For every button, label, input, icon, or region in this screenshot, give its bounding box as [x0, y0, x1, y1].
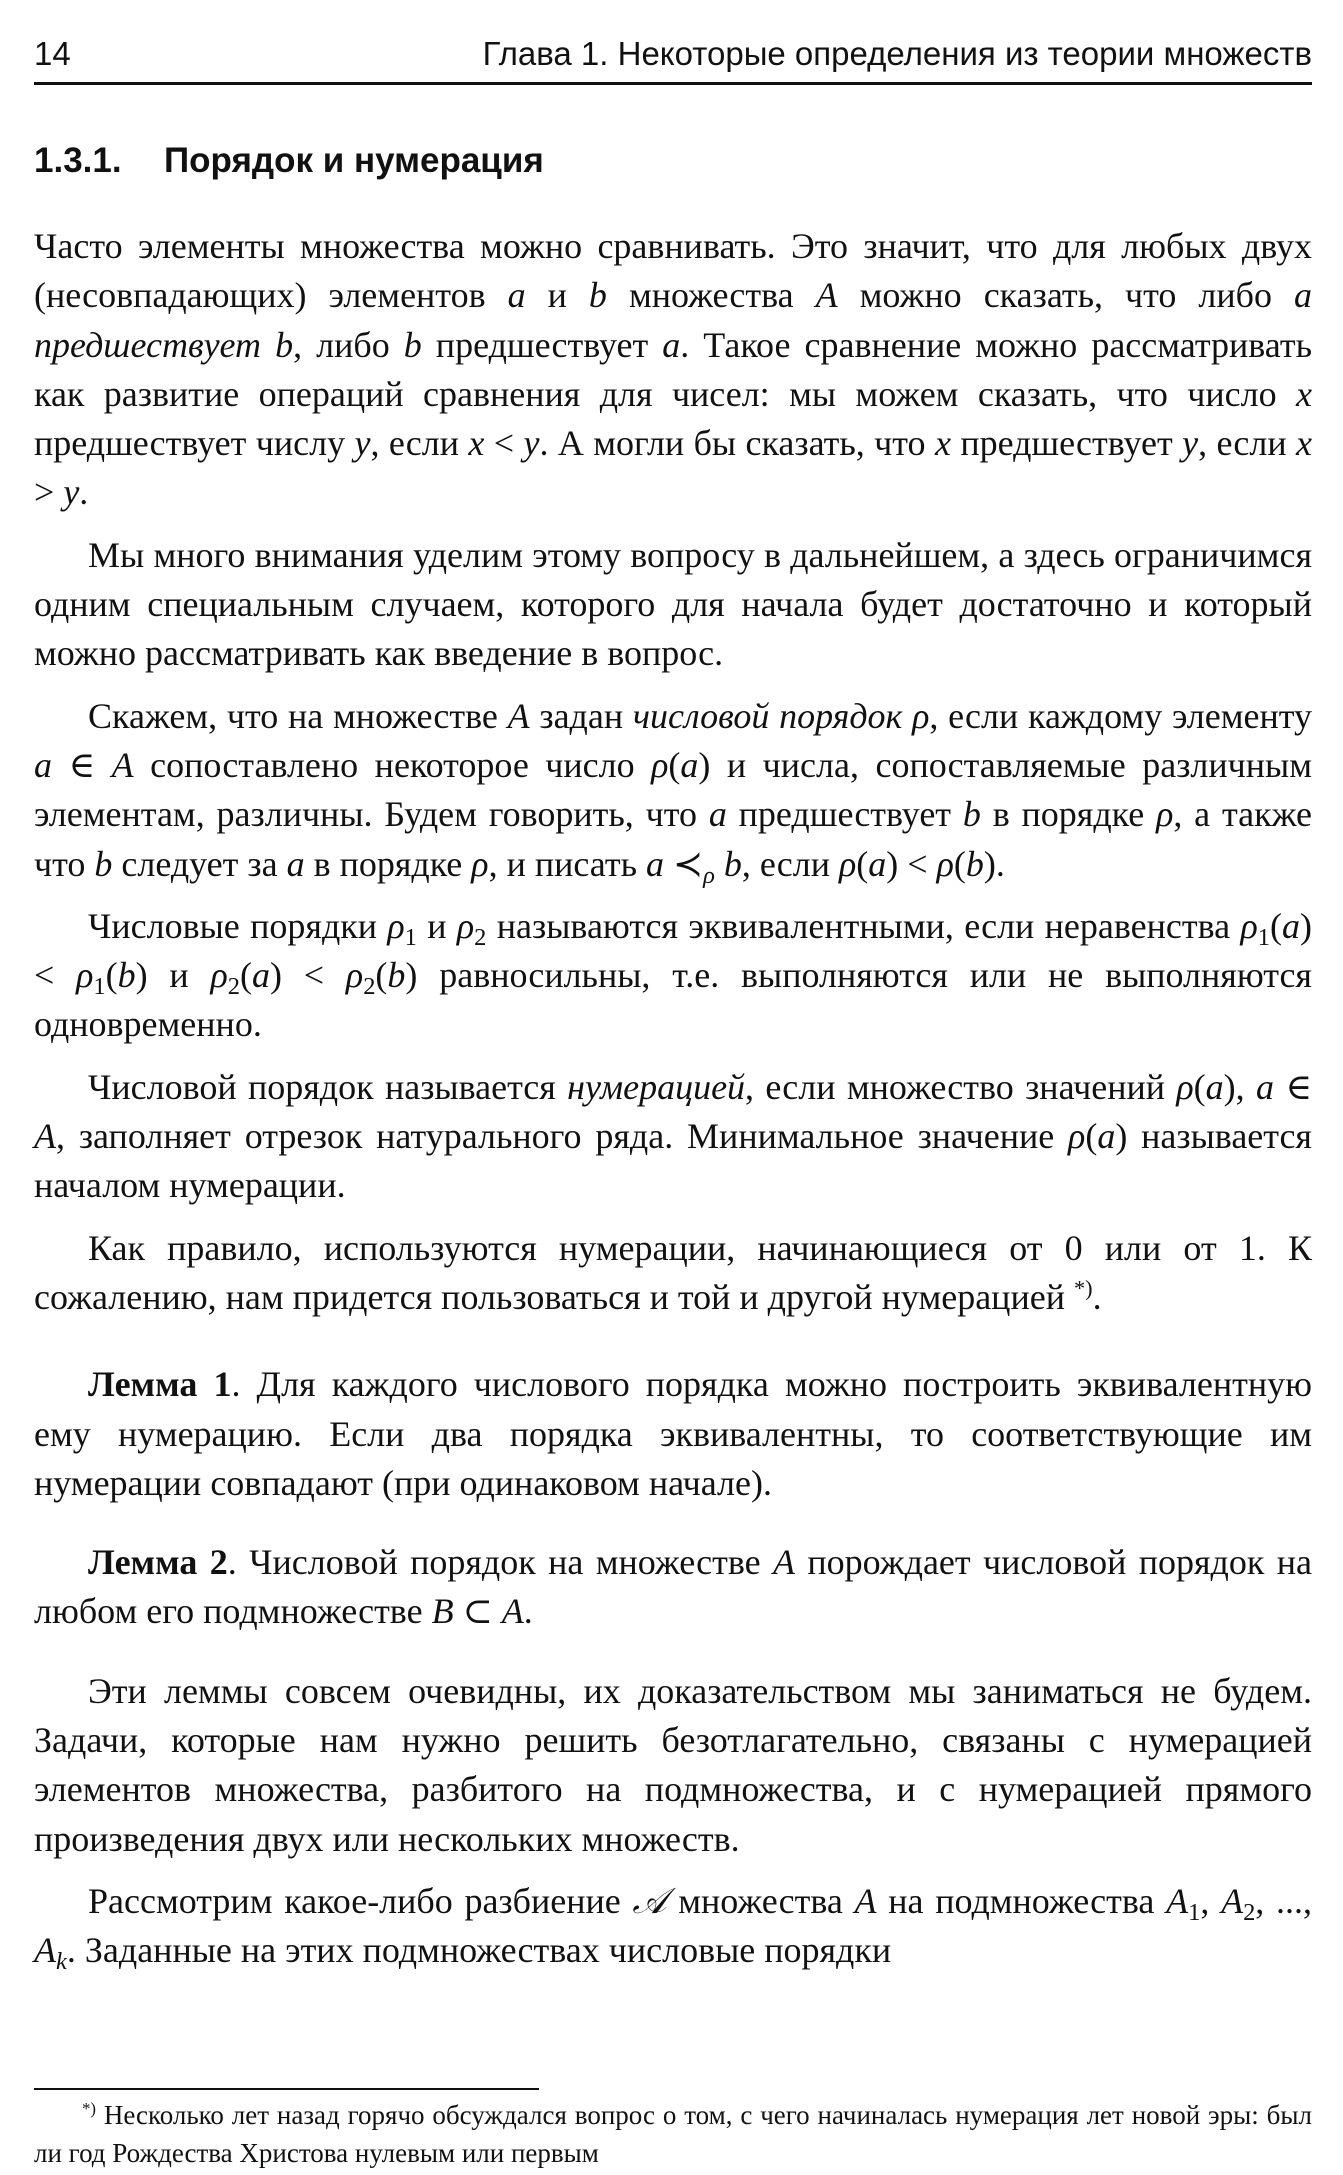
paragraph-3: Скажем, что на множестве A задан числовой порядок ρ, если каждому элементу a ∈ A сопоставлено некоторое число ρ(a) и числа, сопоставляемые различным элементам, различны. Будем говорить, что a предшествует b в порядке ρ, а также что b следует за a в порядке ρ, и писать a $≺_\rho$ b, если ρ(a) < ρ(b). [34, 695, 1312, 889]
footnote [34, 2096, 1312, 2172]
paragraph-7: Эти леммы совсем очевидны, их доказательством мы заниматься не будем. Задачи, которые нам нужно решить безотлагательно, связаны с нумерацией элементов множества, разбитого на подмножества, и с нумерацией прямого произведения двух или нескольких множеств. [34, 1670, 1312, 1859]
page-number: 14 [34, 35, 71, 72]
lemma-1: Лемма 1. Для каждого числового порядка можно построить эквивалентную ему нумерацию. Если два порядка эквивалентны, то соответствующие им нумерации совпадают (при одинаковом начале). [34, 1364, 1312, 1503]
paragraph-6: Как правило, используются нумерации, начинающиеся от 0 или от 1. К сожалению, нам придется пользоваться и той и другой нумерацией *). [34, 1227, 1312, 1317]
body-text [34, 222, 1312, 1989]
paragraph-2: Мы много внимания уделим этому вопросу в дальнейшем, а здесь ограничимся одним специальным случаем, которого для начала будет достаточно и который можно рассматривать как введение в вопрос. [34, 534, 1312, 674]
section-number: 1.3.1. [34, 141, 122, 180]
paragraph-5: Числовой порядок называется нумерацией, если множество значений ρ(a), a ∈ A, заполняет отрезок натурального ряда. Минимальное значение ρ(a) называется началом нумерации. [34, 1066, 1313, 1206]
lemma-2: Лемма 2. Числовой порядок на множестве A порождает числовой порядок на любом его подмножестве B ⊂ A. [34, 1542, 1312, 1632]
paragraph-8: Рассмотрим какое-либо разбиение 𝒜 множества A на подмножества $A_1$, $A_2$, ..., $A_k$. Заданные на этих подмножествах числовые порядки [34, 1880, 1313, 1976]
section-heading [34, 135, 544, 187]
chapter-title: Глава 1. Некоторые определения из теории множеств [482, 35, 1312, 72]
paragraph-1: Часто элементы множества можно сравнивать. Это значит, что для любых двух (несовпадающих) элементов a и b множества A можно сказать, что либо a предшествует b, либо b предшествует a. Такое сравнение можно рассматривать как развитие операций сравнения для чисел: мы можем сказать, что число x предшествует числу y, если x < y. А могли бы сказать, что x предшествует y, если x > y. [34, 226, 1313, 513]
footnote-mark: *) [82, 2098, 96, 2118]
running-header [34, 28, 1312, 80]
header-rule [34, 82, 1312, 85]
footnote-text: Несколько лет назад горячо обсуждался вопрос о том, с чего начиналась нумерация лет новой эры: был ли год Рождества Христова нулевым или первым [34, 2100, 1313, 2168]
paragraph-4: Числовые порядки $\rho_1$ и $\rho_2$ называются эквивалентными, если неравенства $\rho_1(a) < \rho_1(b)$ и $\rho_2(a) < \rho_2(b)$ равносильны, т.е. выполняются или не выполняются одновременно. [34, 905, 1313, 1045]
section-title: Порядок и нумерация [164, 141, 544, 180]
footnote-rule [34, 2088, 539, 2090]
